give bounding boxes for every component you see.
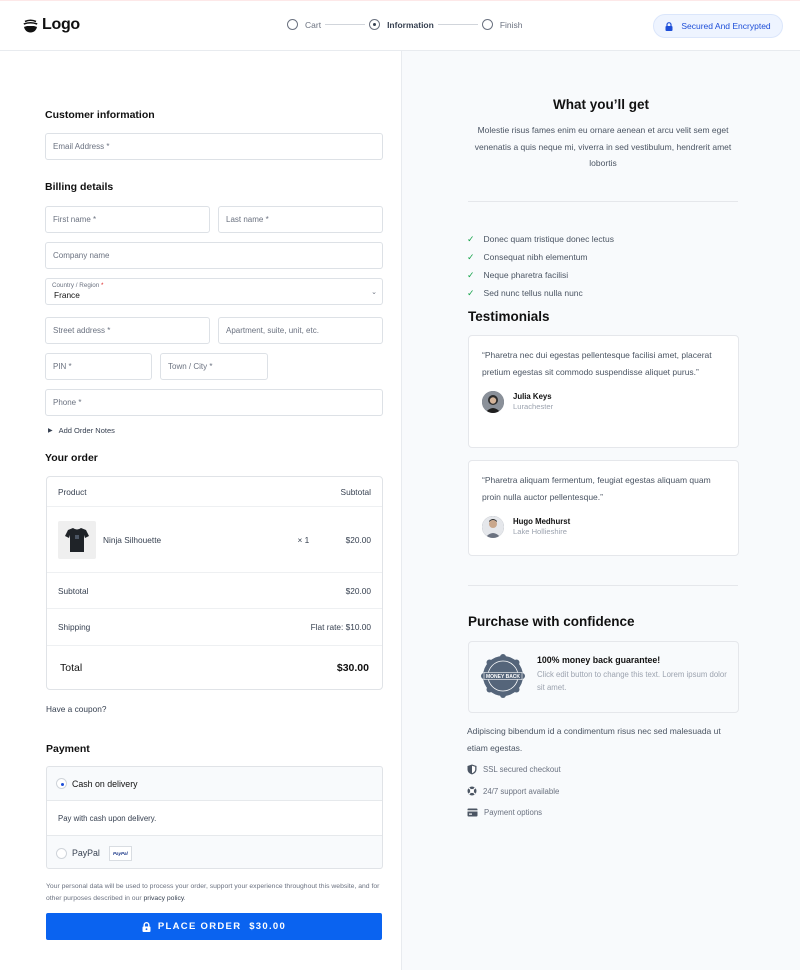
step-information[interactable] <box>369 19 434 30</box>
benefit-item <box>467 230 614 248</box>
shipping-row <box>47 609 382 646</box>
phone-field[interactable] <box>45 389 383 416</box>
town-city-field[interactable] <box>160 353 268 380</box>
avatar-hugo-icon <box>482 516 504 538</box>
subtotal-label: Subtotal <box>58 585 89 596</box>
guarantee-title: 100% money back guarantee! <box>537 655 661 665</box>
purchase-confidence-title: Purchase with confidence <box>468 614 635 629</box>
testimonial-card <box>468 460 739 556</box>
shipping-value: Flat rate: $10.00 <box>310 622 371 632</box>
privacy-policy-link[interactable]: privacy policy <box>143 894 184 902</box>
logo-icon <box>22 17 39 34</box>
what-youll-get-title: What you’ll get <box>553 97 649 112</box>
benefit-label: Sed nunc tellus nulla nunc <box>483 288 583 298</box>
caret-right-icon: ▶ <box>48 428 53 434</box>
testimonial-place: Lake Hollieshire <box>513 527 568 536</box>
street-address-field[interactable] <box>45 317 210 344</box>
testimonial-name: Julia Keys <box>513 392 552 401</box>
country-value: France <box>54 290 80 300</box>
testimonial-card <box>468 335 739 448</box>
pin-field[interactable] <box>45 353 152 380</box>
check-icon: ✓ <box>467 233 475 244</box>
testimonial-author <box>482 516 725 538</box>
order-summary-table <box>46 476 383 690</box>
avatar <box>482 391 504 413</box>
checkout-steps <box>287 19 523 30</box>
col-subtotal: Subtotal <box>340 486 371 497</box>
benefits-list <box>467 230 614 302</box>
benefit-label: Donec quam tristique donec lectus <box>483 234 614 244</box>
total-value: $30.00 <box>336 662 369 674</box>
country-select[interactable] <box>45 278 383 305</box>
avatar <box>482 516 504 538</box>
money-back-card <box>468 641 739 713</box>
subtotal-value: $20.00 <box>345 585 371 596</box>
add-order-notes-toggle[interactable] <box>48 426 115 435</box>
apartment-field[interactable] <box>218 317 383 344</box>
paypal-logo-icon: PayPal <box>109 846 132 861</box>
col-product: Product <box>58 486 87 497</box>
testimonial-author <box>482 391 725 413</box>
step-circle-active-icon <box>369 19 380 30</box>
cod-description-text: Pay with cash upon delivery. <box>58 813 157 823</box>
shipping-label: Shipping <box>58 622 91 632</box>
testimonial-quote: “Pharetra nec dui egestas pellentesque facilisi amet, placerat pretium egestas sit commodo suspendisse aliquet purus.” <box>482 350 712 377</box>
testimonial-place: Lurachester <box>513 402 554 411</box>
lock-icon <box>665 22 673 31</box>
subtotal-row <box>47 573 382 609</box>
benefit-item <box>467 248 614 266</box>
street-placeholder: Street address * <box>53 326 111 335</box>
testimonial-quote: “Pharetra aliquam fermentum, feugiat egestas aliquam quam proin nulla auctor pellentesque.” <box>482 475 711 502</box>
testimonial-name: Hugo Medhurst <box>513 517 571 526</box>
your-order-title: Your order <box>45 452 98 464</box>
customer-info-title: Customer information <box>45 109 155 121</box>
product-price: $20.00 <box>345 534 371 545</box>
radio-unselected-icon[interactable] <box>56 848 67 859</box>
credit-card-icon <box>467 808 478 817</box>
lock-icon <box>142 922 151 932</box>
total-row <box>47 646 382 690</box>
payment-methods <box>46 766 383 869</box>
tshirt-icon <box>65 527 89 553</box>
total-label: Total <box>60 662 83 674</box>
step-connector <box>325 24 365 25</box>
benefit-label: Neque pharetra facilisi <box>483 270 569 280</box>
divider <box>468 585 738 586</box>
step-label: Finish <box>499 19 523 30</box>
payment-method-cod[interactable] <box>47 767 382 801</box>
place-order-button[interactable] <box>46 913 382 940</box>
privacy-end: . <box>183 894 186 902</box>
feature-ssl <box>467 764 561 775</box>
order-item-row <box>47 507 382 573</box>
chevron-down-icon: ⌄ <box>371 289 377 296</box>
paypal-label: PayPal <box>72 848 100 858</box>
feature-label: 24/7 support available <box>483 786 560 796</box>
cod-description <box>47 801 382 836</box>
step-label: Cart <box>305 19 322 30</box>
feature-label: SSL secured checkout <box>483 765 561 774</box>
product-name: Ninja Silhouette <box>103 534 162 545</box>
secured-badge-label: Secured And Encrypted <box>681 21 771 31</box>
benefit-item <box>467 266 614 284</box>
testimonials-title: Testimonials <box>468 309 550 324</box>
confidence-description: Adipiscing bibendum id a condimentum risus nec sed malesuada ut etiam egestas. <box>467 726 721 753</box>
step-circle-icon <box>287 19 298 30</box>
divider <box>468 201 738 202</box>
last-name-field[interactable] <box>218 206 383 233</box>
avatar-julia-icon <box>482 391 504 413</box>
order-table-header <box>47 477 382 507</box>
feature-label: Payment options <box>484 808 543 817</box>
step-circle-icon <box>482 19 493 30</box>
billing-details-title: Billing details <box>45 181 114 193</box>
check-icon: ✓ <box>467 287 475 298</box>
last-name-placeholder: Last name * <box>226 215 269 224</box>
payment-title: Payment <box>46 743 90 755</box>
svg-text:MONEY BACK: MONEY BACK <box>485 674 521 680</box>
step-cart[interactable] <box>287 19 321 30</box>
step-connector <box>438 24 478 25</box>
email-placeholder: Email Address * <box>53 142 110 151</box>
cod-label: Cash on delivery <box>72 778 138 789</box>
phone-placeholder: Phone * <box>53 398 82 407</box>
product-thumbnail <box>58 521 96 559</box>
place-order-label: PLACE ORDER $30.00 <box>157 921 287 932</box>
apartment-placeholder: Apartment, suite, unit, etc. <box>226 326 319 335</box>
step-label: Information <box>387 19 434 30</box>
company-name-field[interactable] <box>45 242 383 269</box>
order-notes-label: Add Order Notes <box>58 426 115 435</box>
pin-placeholder: PIN * <box>53 362 72 371</box>
benefit-label: Consequat nibh elementum <box>483 252 588 262</box>
product-qty: × 1 <box>297 534 310 545</box>
first-name-field[interactable] <box>45 206 210 233</box>
radio-selected-icon[interactable] <box>56 778 67 789</box>
privacy-notice <box>46 881 391 904</box>
company-placeholder: Company name <box>53 251 110 260</box>
logo-text: Logo <box>42 16 80 33</box>
lifebuoy-icon <box>467 786 477 796</box>
privacy-text: Your personal data will be used to process your order, support your experience throughout this website, and for other purposes described in our <box>46 883 380 902</box>
header <box>0 0 800 51</box>
step-finish[interactable] <box>482 19 523 30</box>
benefit-item <box>467 284 614 302</box>
feature-support <box>467 786 559 796</box>
secured-badge <box>653 14 783 38</box>
shield-icon <box>467 764 477 775</box>
check-icon: ✓ <box>467 251 475 262</box>
country-label: Country / Region * <box>52 282 104 289</box>
logo[interactable] <box>22 16 80 34</box>
city-placeholder: Town / City * <box>168 362 213 371</box>
payment-method-paypal[interactable] <box>47 836 382 869</box>
check-icon: ✓ <box>467 269 475 280</box>
feature-payment <box>467 808 542 817</box>
first-name-placeholder: First name * <box>53 215 97 224</box>
email-field[interactable] <box>45 133 383 160</box>
what-youll-get-description: Molestie risus fames enim eu ornare aenean et arcu velit sem eget venenatis a quis neque mi, viverra in sed vestibulum, hendrerit amet lobortis <box>474 125 732 168</box>
have-coupon-link[interactable]: Have a coupon? <box>46 704 107 714</box>
money-back-badge-icon <box>481 654 525 703</box>
guarantee-text: Click edit button to change this text. Lorem ipsum dolor sit amet. <box>537 670 727 692</box>
